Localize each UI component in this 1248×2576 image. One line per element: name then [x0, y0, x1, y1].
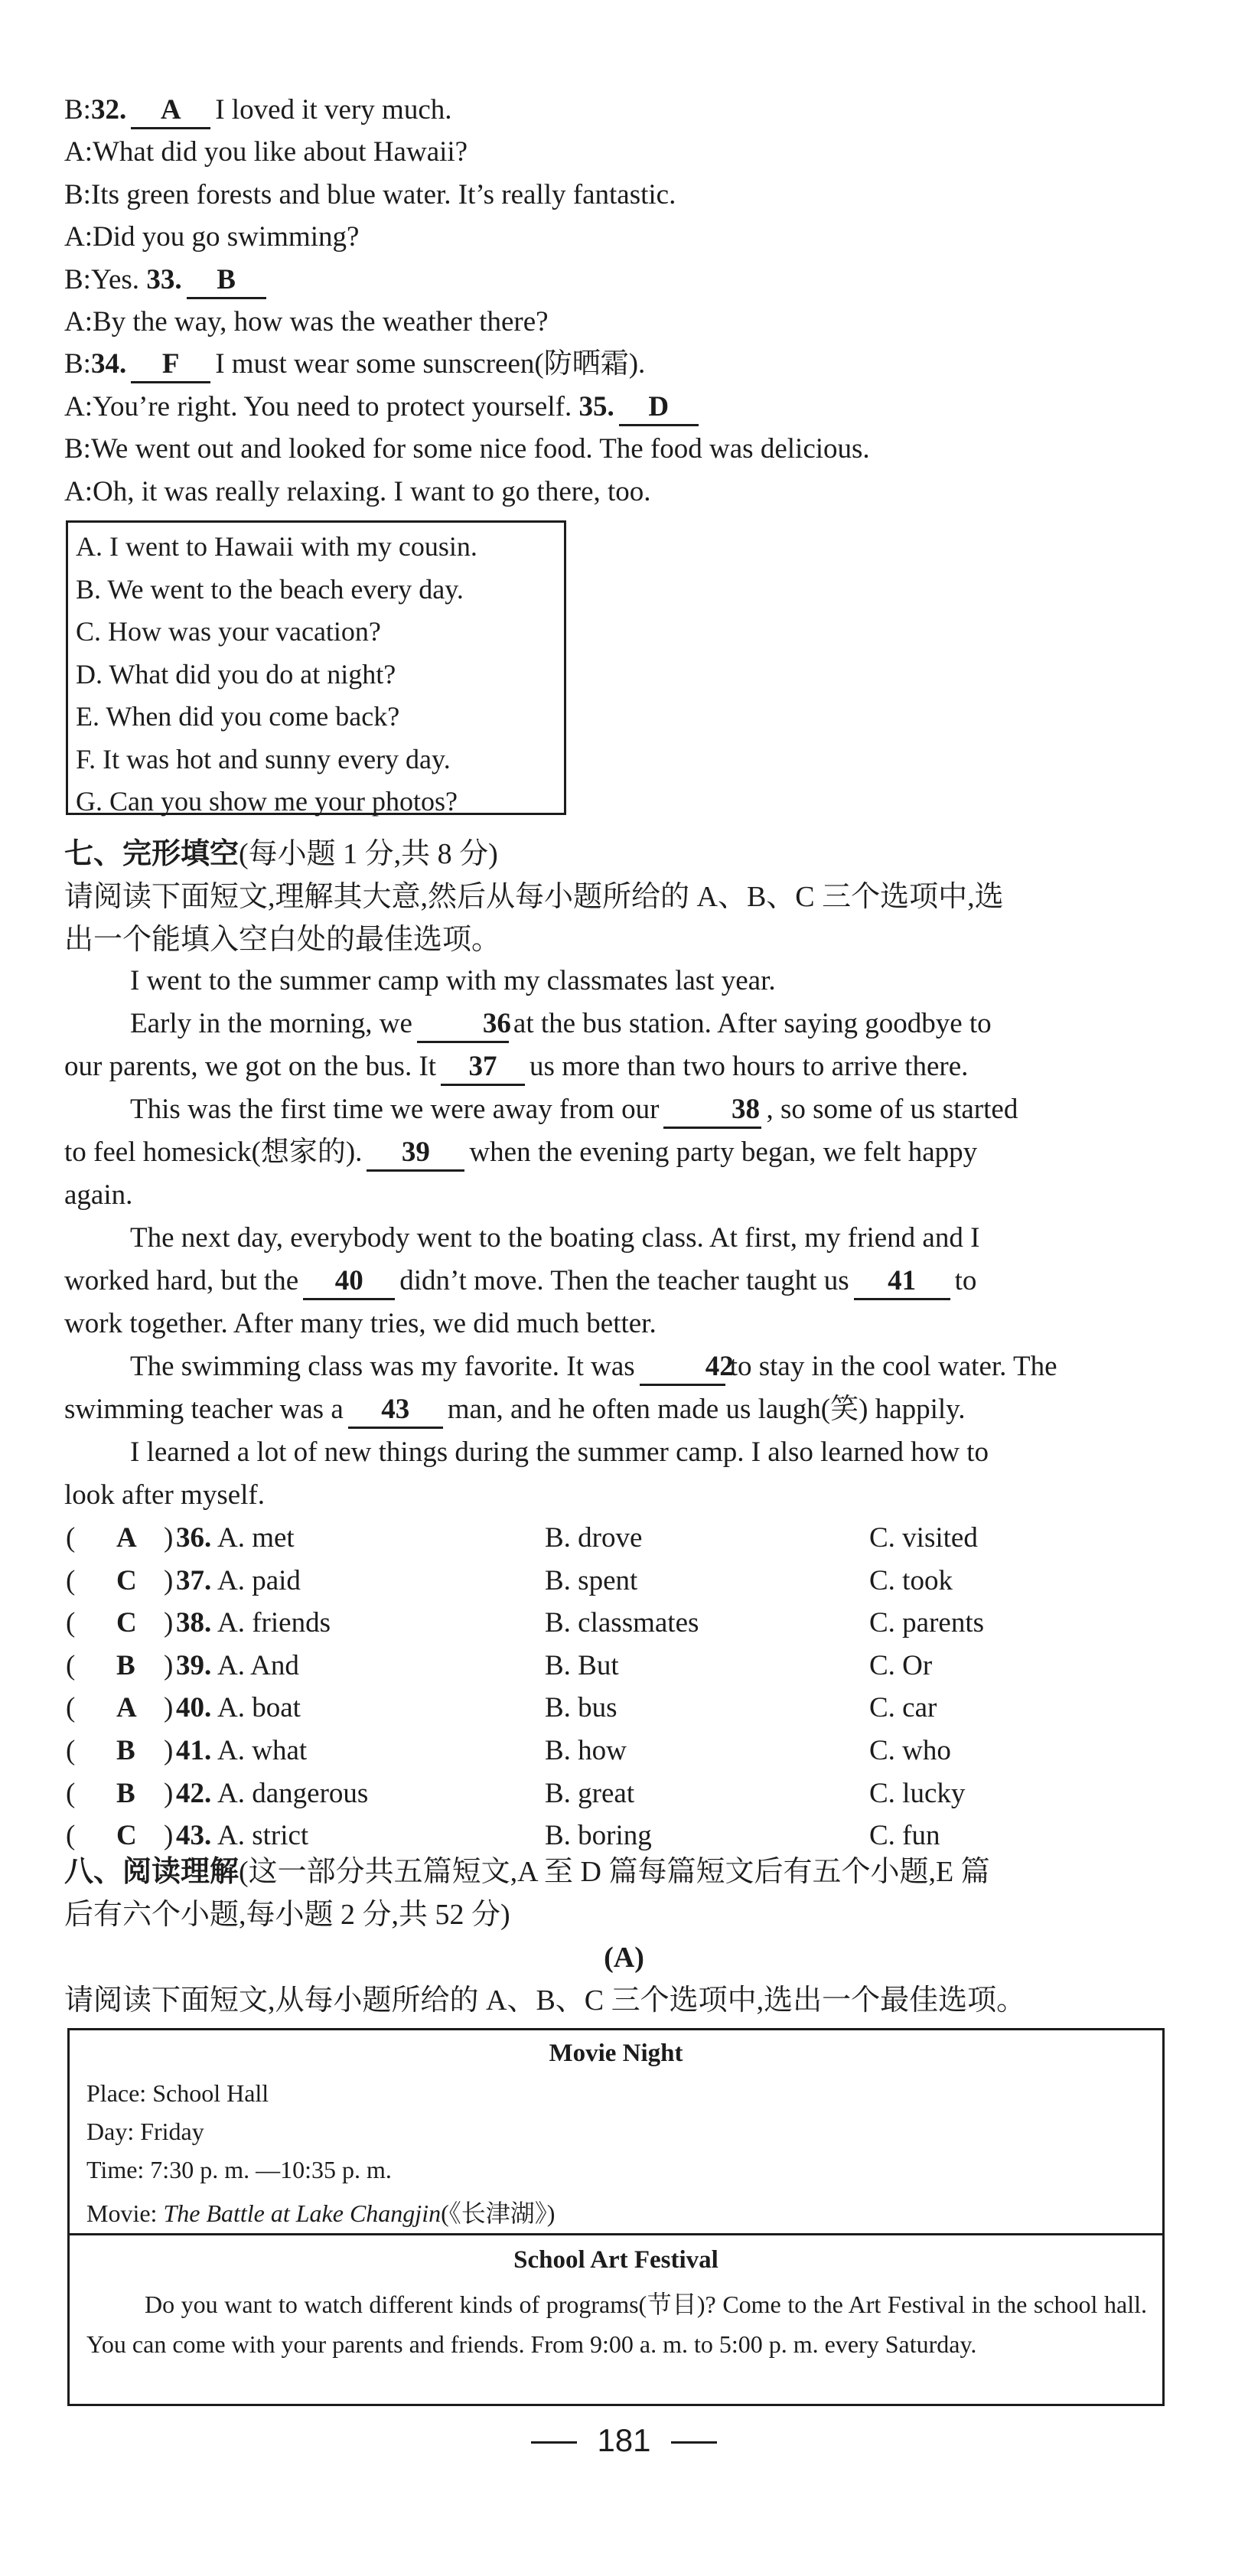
paren-open: ( — [66, 1692, 76, 1724]
passage-line: The next day, everybody went to the boating class. At first, my friend and I — [130, 1222, 980, 1254]
question-number: 38. — [176, 1607, 212, 1639]
dialogue-line — [64, 302, 549, 342]
paren-close: ) — [164, 1777, 174, 1809]
speaker-label: A: — [64, 221, 93, 253]
question-number: 36. — [176, 1522, 212, 1554]
question-number: 33. — [146, 263, 182, 295]
section8-note-2: 后有六个小题,每小题 2 分,共 52 分) — [64, 1899, 510, 1931]
answer-letter: A — [116, 1692, 137, 1724]
page-number: 181 — [0, 2422, 1248, 2459]
question-number: 40. — [176, 1692, 212, 1724]
passage-line: work together. After many tries, we did much better. — [64, 1308, 657, 1339]
dialogue-line — [64, 429, 870, 469]
art-festival-title: School Art Festival — [513, 2246, 718, 2274]
option-item: F. It was hot and sunny every day. — [76, 743, 451, 774]
answer-letter: C — [116, 1564, 137, 1596]
blank-36: 36 — [417, 1007, 509, 1043]
passage-line: our parents, we got on the bus. It 37 us more than two hours to arrive there. — [64, 1047, 1160, 1087]
passage-line: I learned a lot of new things during the summer camp. I also learned how to — [130, 1436, 989, 1468]
question-number: 43. — [176, 1820, 212, 1852]
section7-instruction-1: 请阅读下面短文,理解其大意,然后从每小题所给的 A、B、C 三个选项中,选 — [64, 881, 1004, 913]
option-a: A. dangerous — [217, 1777, 369, 1809]
blank-38: 38 — [663, 1093, 761, 1129]
dialogue-line — [64, 175, 676, 215]
dialogue-text: By the way, how was the weather there? — [93, 306, 549, 337]
question-number: 32. — [90, 94, 127, 126]
section7-heading — [64, 833, 498, 876]
option-item: E. When did you come back? — [76, 701, 400, 732]
answer-letter: B — [116, 1649, 135, 1681]
dialogue-line — [64, 260, 271, 300]
paren-close: ) — [164, 1607, 174, 1639]
question-row — [64, 1688, 1174, 1728]
speaker-label: B: — [64, 178, 91, 210]
paren-open: ( — [66, 1522, 76, 1554]
paren-close: ) — [164, 1735, 174, 1766]
answer-letter: B — [116, 1777, 135, 1809]
question-row — [64, 1646, 1174, 1686]
option-b: B. classmates — [545, 1607, 699, 1639]
dialogue-text: You’re right. You need to protect yourself. — [93, 390, 579, 422]
passage-line: The swimming class was my favorite. It was 42to stay in the cool water. The — [64, 1347, 1160, 1387]
answer-letter: B — [116, 1735, 135, 1766]
art-festival-text: Do you want to watch different kinds of programs(节目)? Come to the Art Festival in the school hall. You can come with your parents and friends. From 9:00 a. m. to 5:00 p. m. every Saturday. — [86, 2291, 1147, 2358]
question-number: 39. — [176, 1649, 212, 1681]
section7-note: (每小题 1 分,共 8 分) — [239, 838, 498, 870]
section8-instruction: 请阅读下面短文,从每小题所给的 A、B、C 三个选项中,选出一个最佳选项。 — [64, 1984, 1026, 2017]
option-c: C. who — [869, 1735, 951, 1766]
dialogue-text: What did you like about Hawaii? — [93, 136, 468, 168]
option-a: A. paid — [217, 1564, 301, 1596]
paren-close: ) — [164, 1564, 174, 1596]
blank-41: 41 — [854, 1264, 950, 1300]
passage-line: I went to the summer camp with my classmates last year. — [130, 965, 776, 996]
dialogue-text: Did you go swimming? — [93, 221, 360, 253]
blank-43: 43 — [348, 1393, 443, 1429]
option-c: C. took — [869, 1564, 953, 1596]
blank-42: 42 — [640, 1350, 725, 1386]
dialogue-text: I must wear some sunscreen(防晒霜). — [215, 348, 646, 380]
notice-divider — [70, 2233, 1162, 2235]
option-b: B. drove — [545, 1522, 643, 1554]
question-number: 41. — [176, 1735, 212, 1766]
paren-close: ) — [164, 1820, 174, 1852]
answer-letter: A — [116, 1522, 137, 1554]
movie-night-title: Movie Night — [549, 2040, 683, 2067]
option-a: A. what — [217, 1735, 308, 1766]
option-item: C. How was your vacation? — [76, 616, 381, 647]
option-c: C. visited — [869, 1522, 978, 1554]
dialogue-text: Its green forests and blue water. It’s really fantastic. — [90, 178, 676, 210]
option-c: C. fun — [869, 1820, 940, 1852]
option-c: C. Or — [869, 1649, 933, 1681]
dialogue-text: Oh, it was really relaxing. I want to go there, too. — [93, 475, 651, 507]
passage-a-label: (A) — [604, 1942, 644, 1974]
notice-box — [67, 2028, 1165, 2406]
paren-close: ) — [164, 1692, 174, 1724]
blank-39: 39 — [367, 1136, 464, 1172]
paren-close: ) — [164, 1522, 174, 1554]
blank-40: 40 — [303, 1264, 395, 1300]
option-item: D. What did you do at night? — [76, 658, 396, 690]
dialogue-line — [64, 217, 359, 257]
speaker-label: B: — [64, 433, 91, 465]
dialogue-line — [64, 90, 452, 130]
day-line: Day: Friday — [86, 2118, 204, 2145]
passage-line: to feel homesick(想家的). 39 when the evening party began, we felt happy — [64, 1133, 1160, 1172]
paren-open: ( — [66, 1649, 76, 1681]
dialogue-line — [64, 132, 468, 172]
section7-title: 七、完形填空 — [64, 838, 239, 870]
section8-heading — [64, 1850, 990, 1893]
option-b: B. great — [545, 1777, 635, 1809]
option-a: A. met — [217, 1522, 295, 1554]
option-c: C. lucky — [869, 1777, 966, 1809]
speaker-label: B: — [64, 348, 91, 380]
place-line: Place: School Hall — [86, 2079, 269, 2107]
paren-open: ( — [66, 1777, 76, 1809]
speaker-label: B: — [64, 263, 91, 295]
speaker-label: B: — [64, 94, 91, 126]
option-b: B. spent — [545, 1564, 638, 1596]
answer-blank: D — [619, 390, 699, 426]
option-c: C. car — [869, 1692, 937, 1724]
dialogue-text: Yes. — [90, 263, 147, 295]
paren-open: ( — [66, 1820, 76, 1852]
answer-letter: C — [116, 1820, 137, 1852]
question-number: 34. — [90, 348, 127, 380]
section7-instruction-2: 出一个能填入空白处的最佳选项。 — [64, 924, 501, 956]
paren-open: ( — [66, 1735, 76, 1766]
passage-line: This was the first time we were away from our 38 , so some of us started — [64, 1090, 1160, 1130]
option-c: C. parents — [869, 1607, 985, 1639]
option-item: G. Can you show me your photos? — [76, 786, 458, 817]
paren-close: ) — [164, 1649, 174, 1681]
question-row — [64, 1774, 1174, 1814]
option-item: B. We went to the beach every day. — [76, 573, 464, 605]
section8-note: (这一部分共五篇短文,A 至 D 篇每篇短文后有五个小题,E 篇 — [239, 1856, 990, 1888]
option-b: B. how — [545, 1735, 627, 1766]
speaker-label: A: — [64, 475, 93, 507]
question-row — [64, 1731, 1174, 1771]
passage-line: worked hard, but the 40 didn’t move. Then the teacher taught us 41 to — [64, 1261, 1160, 1301]
passage-line: swimming teacher was a 43 man, and he often made us laugh(笑) happily. — [64, 1390, 1160, 1430]
dialogue-text: We went out and looked for some nice food. The food was delicious. — [90, 433, 870, 465]
option-a: A. And — [217, 1649, 299, 1681]
question-row — [64, 1603, 1174, 1643]
blank-37: 37 — [441, 1050, 525, 1086]
answer-blank: F — [131, 347, 210, 383]
dialogue-line — [64, 472, 651, 512]
speaker-label: A: — [64, 306, 93, 337]
option-b: B. But — [545, 1649, 619, 1681]
question-number: 35. — [578, 390, 614, 422]
answer-blank: B — [187, 263, 266, 299]
passage-line: look after myself. — [64, 1479, 265, 1511]
option-a: A. friends — [217, 1607, 331, 1639]
dialogue-text: I loved it very much. — [215, 94, 452, 126]
option-b: B. boring — [545, 1820, 652, 1852]
movie-line: Movie: The Battle at Lake Changjin(《长津湖》) — [86, 2199, 556, 2227]
option-b: B. bus — [545, 1692, 617, 1724]
question-row — [64, 1518, 1174, 1558]
answer-blank: A — [131, 93, 210, 129]
section8-title: 八、阅读理解 — [64, 1856, 239, 1888]
passage-line: Early in the morning, we 36at the bus station. After saying goodbye to — [64, 1004, 1160, 1044]
dialogue-options-box — [66, 520, 566, 815]
time-line: Time: 7:30 p. m. —10:35 p. m. — [86, 2156, 392, 2183]
question-number: 42. — [176, 1777, 212, 1809]
speaker-label: A: — [64, 136, 93, 168]
paren-open: ( — [66, 1607, 76, 1639]
speaker-label: A: — [64, 390, 93, 422]
paren-open: ( — [66, 1564, 76, 1596]
passage-line: again. — [64, 1179, 133, 1211]
option-a: A. boat — [217, 1692, 301, 1724]
dialogue-line — [64, 344, 645, 384]
option-item: A. I went to Hawaii with my cousin. — [76, 531, 477, 562]
option-a: A. strict — [217, 1820, 309, 1852]
dialogue-line — [64, 387, 703, 427]
question-number: 37. — [176, 1564, 212, 1596]
answer-letter: C — [116, 1607, 137, 1639]
question-row — [64, 1561, 1174, 1601]
